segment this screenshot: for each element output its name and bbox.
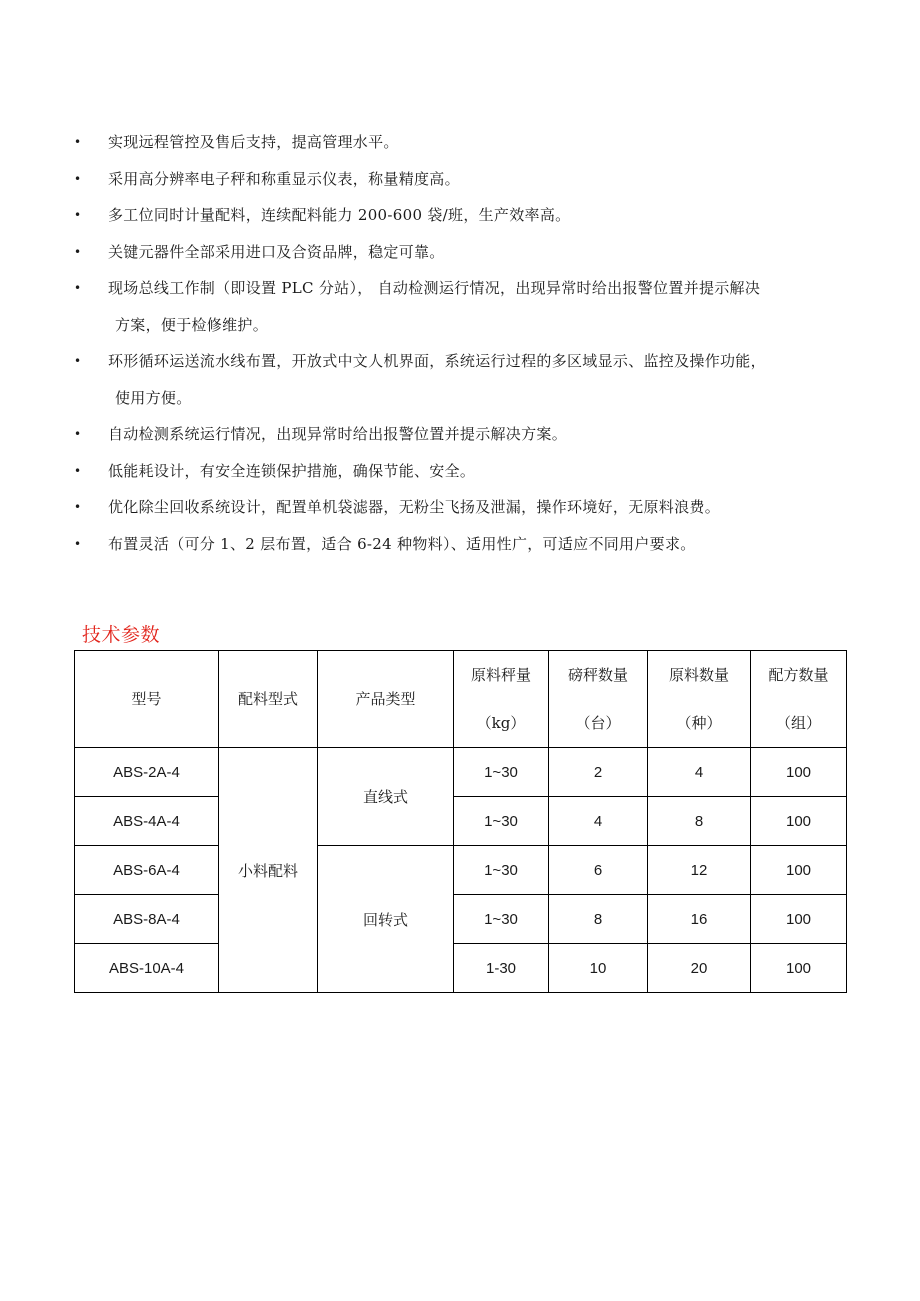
cell-material-count: 8 (648, 797, 751, 846)
feature-text-continued: 使用方便。 (115, 388, 192, 407)
cell-recipe-count: 100 (751, 748, 847, 797)
cell-weigh-range: 1~30 (454, 797, 549, 846)
header-label: 配方数量 (768, 666, 829, 684)
cell-model: ABS-6A-4 (75, 846, 219, 895)
bullet-icon: • (74, 244, 82, 259)
header-unit: （组） (775, 714, 821, 732)
feature-item (74, 234, 854, 271)
header-product-type (318, 651, 454, 748)
feature-item (74, 453, 854, 490)
cell-scale-count: 8 (549, 895, 648, 944)
cell-weigh-range: 1~30 (454, 895, 549, 944)
feature-item (74, 161, 854, 198)
feature-item (74, 197, 854, 234)
header-scale-count (549, 651, 648, 748)
feature-text: 采用高分辨率电子秤和称重显示仪表，称量精度高。 (108, 169, 460, 188)
feature-text: 现场总线工作制（即设置 PLC 分站）， 自动检测运行情况，出现异常时给出报警位置并提示解决 (108, 279, 761, 297)
cell-material-count: 12 (648, 846, 751, 895)
cell-weigh-range: 1~30 (454, 846, 549, 895)
cell-recipe-count: 100 (751, 797, 847, 846)
header-unit: （台） (575, 714, 621, 732)
cell-model: ABS-4A-4 (75, 797, 219, 846)
cell-weigh-range: 1~30 (454, 748, 549, 797)
cell-scale-count: 2 (549, 748, 648, 797)
feature-list (74, 124, 854, 562)
cell-material-count: 20 (648, 944, 751, 993)
bullet-icon: • (74, 354, 82, 368)
feature-item (74, 343, 854, 416)
header-label: 型号 (131, 690, 162, 708)
cell-material-count: 16 (648, 895, 751, 944)
feature-item (74, 526, 854, 563)
cell-scale-count: 6 (549, 846, 648, 895)
spec-table (74, 650, 847, 993)
cell-product-type: 直线式 (318, 748, 454, 846)
header-batching-type (219, 651, 318, 748)
bullet-icon: • (74, 536, 82, 551)
feature-item (74, 124, 854, 161)
header-label: 磅秤数量 (567, 666, 628, 684)
cell-batching-type: 小料配料 (219, 748, 318, 993)
header-recipe-count (751, 651, 847, 748)
feature-item (74, 270, 854, 343)
header-weigh-range (454, 651, 549, 748)
bullet-icon: • (74, 208, 82, 222)
section-title: 技术参数 (82, 624, 161, 646)
bullet-icon: • (74, 135, 82, 149)
feature-text: 布置灵活（可分 1、2 层布置，适合 6-24 种物料）、适用性广，可适应不同用户要求。 (108, 534, 696, 553)
cell-scale-count: 10 (549, 944, 648, 993)
feature-item (74, 489, 854, 526)
feature-text-continued: 方案，便于检修维护。 (115, 315, 269, 334)
cell-recipe-count: 100 (751, 944, 847, 993)
bullet-icon: • (74, 281, 82, 295)
bullet-icon: • (74, 463, 82, 478)
cell-product-type: 回转式 (318, 846, 454, 993)
cell-recipe-count: 100 (751, 846, 847, 895)
header-unit: （种） (676, 714, 722, 732)
header-label: 产品类型 (355, 690, 416, 708)
header-label: 原料数量 (668, 666, 729, 684)
bullet-icon: • (74, 500, 82, 514)
bullet-icon: • (74, 171, 82, 186)
feature-text: 关键元器件全部采用进口及合资品牌，稳定可靠。 (108, 242, 445, 261)
cell-recipe-count: 100 (751, 895, 847, 944)
table-row (75, 944, 847, 993)
table-row (75, 797, 847, 846)
feature-text: 实现远程管控及售后支持，提高管理水平。 (108, 133, 399, 151)
feature-text: 环形循环运送流水线布置，开放式中文人机界面，系统运行过程的多区域显示、监控及操作功能， (108, 352, 766, 370)
header-material-count (648, 651, 751, 748)
cell-weigh-range: 1-30 (454, 944, 549, 993)
feature-item (74, 416, 854, 453)
header-label: 原料秤量 (470, 666, 531, 684)
bullet-icon: • (74, 427, 82, 441)
cell-model: ABS-8A-4 (75, 895, 219, 944)
table-row (75, 895, 847, 944)
cell-material-count: 4 (648, 748, 751, 797)
feature-text: 低能耗设计，有安全连锁保护措施，确保节能、安全。 (108, 461, 476, 480)
table-header-row (75, 651, 847, 748)
cell-model: ABS-2A-4 (75, 748, 219, 797)
cell-scale-count: 4 (549, 797, 648, 846)
feature-text: 多工位同时计量配料，连续配料能力 200-600 袋/班，生产效率高。 (108, 206, 571, 224)
table-row (75, 748, 847, 797)
feature-text: 自动检测系统运行情况，出现异常时给出报警位置并提示解决方案。 (108, 425, 568, 443)
feature-text: 优化除尘回收系统设计，配置单机袋滤器，无粉尘飞扬及泄漏，操作环境好，无原料浪费。 (108, 498, 721, 516)
header-label: 配料型式 (237, 690, 298, 708)
header-unit: （kg） (476, 714, 526, 732)
cell-model: ABS-10A-4 (75, 944, 219, 993)
table-row (75, 846, 847, 895)
header-model (75, 651, 219, 748)
